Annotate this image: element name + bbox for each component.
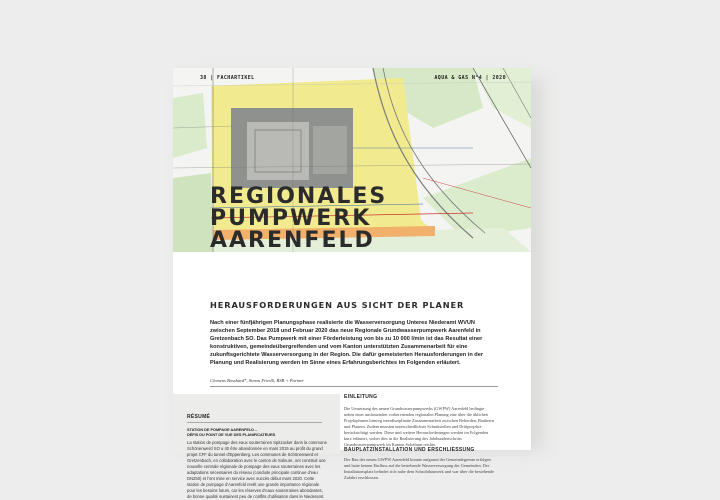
title-line-1: REGIONALES PUMPWERK bbox=[210, 184, 388, 231]
resume-subheading-1: STATION DE POMPAGE AARENFELD – bbox=[187, 428, 258, 432]
resume-subheading-2: DÉFIS DU POINT DE VUE DES PLANIFICATEURS bbox=[187, 433, 276, 437]
author-byline: Clemens Bosshard*, Simon Friedli, BSB + Partner bbox=[210, 378, 305, 383]
magazine-page bbox=[173, 68, 531, 499]
section-heading-bauplatz: BAUPLATZINSTALLATION UND ERSCHLIESSUNG bbox=[344, 447, 475, 453]
article-column bbox=[344, 394, 494, 481]
resume-heading: RÉSUMÉ bbox=[187, 414, 211, 420]
section-body-einleitung: Die Umsetzung des neuen Grundwasserpumpwerks (GWPW) Aarenfeld bedingte neben einer umfassenden vorbereitenden regionalen Planung eine über die üblichen Projektphasen hinweg interdisziplinäre Zusammenarbeit zwischen Behörden, Bauherrn und Planern. Zudem mussten unterschiedlichste Schnittstellen und Drittprojekte berücksichtigt werden. Diese und weitere Herausforderungen werden im Folgenden kurz erläutert, wobei dies in die Realisierung des Jahrhundertschritts Grundwasserpumpwerk im Kanton Solothurn reichte. bbox=[344, 406, 494, 448]
title-line-2: AARENFELD bbox=[210, 228, 375, 253]
article-subtitle: HERAUSFORDERUNGEN AUS SICHT DER PLANER bbox=[210, 300, 465, 310]
running-head-right: AQUA & GAS N°4 | 2020 bbox=[434, 75, 506, 81]
running-head-left: 38 | FACHARTIKEL bbox=[200, 75, 255, 81]
section-heading-einleitung: EINLEITUNG bbox=[344, 394, 378, 400]
article-title bbox=[210, 186, 531, 252]
divider bbox=[210, 386, 498, 387]
lead-paragraph: Nach einer fünfjährigen Planungsphase realisierte die Wasserversorgung Unteres Niederamt WVUN zwischen September 2018 und Februar 2020 das neue Regionale Grundwasserpumpwerk Aarenfeld in Gretzenbach SO. Das Pumpwerk mit einer Förderleistung von bis zu 10 000 l/min ist das Resultat einer konstruktiven, gemeindeübergreifenden und vom Kanton unterstützten Zusammenarbeit für eine zukunftsgerichtete Wasserversorgung in der Region. Die dafür gemeisterten Herausforderungen in der Planung und Realisierung werden im Sinne eines Erfahrungsberichtes im Folgenden erläutert. bbox=[210, 320, 484, 366]
resume-body: La station de pompage des eaux souterraines Spitzacker dans la commune Schönenwerd SO a 40 être abandonnée en mars 2015 au profit du grand projet CFF du tunnel d'Eppenberg. Les communes de Schönenwerd et Gretzenbach, en collaboration avec le canton de Soleure, ont construit une nouvelle centrale régionale de pompage des eaux souterraines avec les adaptations nécessaires du réseau (conduite principale continue d'eau DN250) et l'ont mise en service avec succès début mars 2020. Cette station de pompage d'Aarenfeld revêt une grande importance régionale pour les besoins futurs, car les réserves d'eaux souterraines abondantes, de bonne qualité sustainent peu de conflits d'utilisation dans le Niederamt. bbox=[187, 440, 327, 499]
section-body-bauplatz: Der Bau des neuen GWPW Aarenfeld konnte aufgrund der Gemeindegrenze erfolgen und hatte keinen Einfluss auf die bestehende Wasserversorgung der Gemeinden. Der Installationsplatz befindet sich nahe dem Schachtbauwerk und war über die bestehende Zufahrt erschlossen. bbox=[344, 457, 494, 481]
resume-divider bbox=[187, 422, 322, 423]
resume-box bbox=[173, 394, 340, 499]
